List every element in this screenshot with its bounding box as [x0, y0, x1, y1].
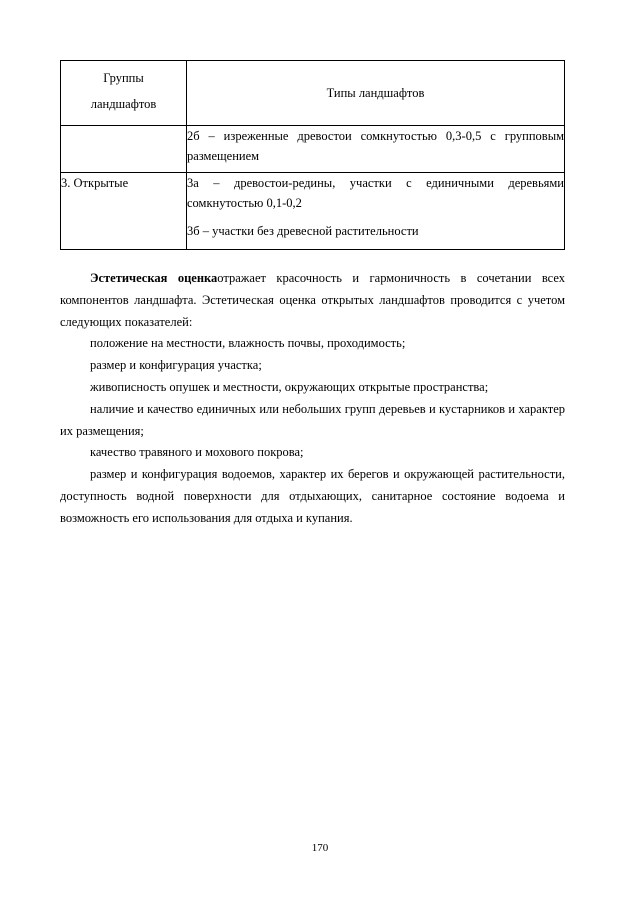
- type-description: 3б – участки без древесной растительности: [187, 224, 419, 238]
- table-row: [61, 126, 565, 173]
- row-group-cell: [61, 126, 187, 173]
- row-group-cell: 3. Открытые: [61, 173, 187, 250]
- header-groups-cell: [61, 61, 187, 126]
- header-groups-line2: ландшафтов: [90, 97, 157, 111]
- header-groups-line1: Группы: [103, 71, 144, 85]
- row-types-cell: [187, 126, 565, 173]
- page-number: 170: [311, 842, 329, 854]
- header-types-cell: Типы ландшафтов: [187, 61, 565, 126]
- table-header-row: [61, 61, 565, 126]
- table-row: [61, 173, 565, 250]
- intro-term: Эстетическая оценка: [90, 271, 218, 285]
- row-types-cell: [187, 173, 565, 250]
- intro-rest: отражает красочность и гармоничность в сочетании всех компонентов ландшафта. Эстетическая оценка открытых ландшафтов проводится с учетом следующих показателей:: [60, 271, 565, 329]
- criteria-item: положение на местности, влажность почвы, проходимость;: [90, 336, 406, 351]
- type-description: 3а – древостои-редины, участки с единичными деревьями сомкнутостью 0,1-0,2: [187, 176, 564, 210]
- type-description: 2б – изреженные древостои сомкнутостью 0,3-0,5 с групповым размещением: [187, 129, 564, 163]
- criteria-item: качество травяного и мохового покрова;: [90, 445, 304, 460]
- criteria-item: размер и конфигурация участка;: [90, 358, 262, 373]
- criteria-item: наличие и качество единичных или небольших групп деревьев и кустарников и характер их размещения;: [60, 401, 565, 438]
- criteria-item: размер и конфигурация водоемов, характер их берегов и окружающей растительности, доступность водной поверхности для отдыхающих, санитарное состояние водоема и возможность его использования для отдыха и купания.: [60, 467, 565, 525]
- criteria-item: живописность опушек и местности, окружающих открытые пространства;: [90, 379, 489, 394]
- body-text: [60, 268, 565, 530]
- intro-paragraph: [60, 268, 565, 333]
- landscape-types-table: [60, 60, 565, 250]
